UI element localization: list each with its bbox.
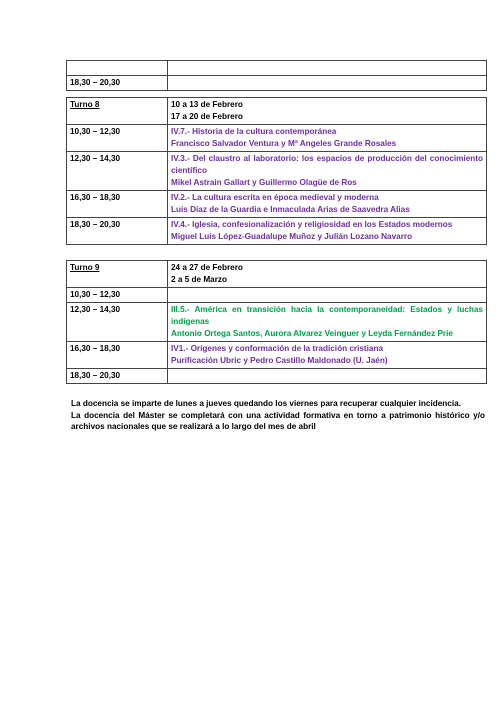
course-teachers: Francisco Salvador Ventura y Mª Angeles Grande Rosales	[171, 139, 397, 148]
course-teachers: Mikel Astrain Gallart y Guillermo Olagüe de Ros	[171, 178, 357, 187]
schedule-table-top	[66, 60, 487, 91]
time-cell	[67, 61, 168, 76]
time-cell: 18,30 – 20,30	[67, 76, 168, 91]
table-row	[67, 191, 487, 218]
table-row	[67, 125, 487, 152]
turno-dates-2: 17 a 20 de Febrero	[171, 112, 243, 121]
note-paragraph: La docencia se imparte de lunes a jueves quedando los viernes para recuperar cualquier incidencia.	[71, 399, 461, 408]
turno-dates-2: 2 a 5 de Marzo	[171, 275, 227, 284]
turno-label: Turno 8	[70, 100, 100, 109]
course-teachers: Antonio Ortega Santos, Aurora Alvarez Veinguer y Leyda Fernández Prie	[171, 329, 453, 338]
time-cell: 10,30 – 12,30	[67, 125, 168, 152]
schedule-table-turno9	[66, 260, 487, 384]
course-teachers: Purificación Ubric y Pedro Castillo Maldonado (U. Jaén)	[171, 356, 388, 365]
table-row	[67, 76, 487, 91]
time-cell: 16,30 – 18,30	[67, 191, 168, 218]
table-row	[67, 288, 487, 303]
time-cell: 18,30 – 20,30	[67, 369, 168, 384]
turno-dates-1: 24 a 27 de Febrero	[171, 263, 243, 272]
table-header-row	[67, 98, 487, 125]
content-cell	[168, 61, 487, 76]
note-paragraph: La docencia del Máster se completará con una actividad formativa en torno a patrimonio histórico y/o archivos nacionales que se realizará a lo largo del mes de abril	[71, 410, 485, 431]
course-title: III.5.- América en transición hacia la contemporaneidad: Estados y luchas indígenas	[171, 305, 483, 326]
time-cell: 16,30 – 18,30	[67, 342, 168, 369]
course-title: IV1.- Orígenes y conformación de la tradición cristiana	[171, 344, 384, 353]
notes-section	[71, 398, 485, 433]
table-row	[67, 303, 487, 342]
course-teachers: Luis Díaz de la Guardia e Inmaculada Arias de Saavedra Alias	[171, 205, 410, 214]
turno-dates-1: 10 a 13 de Febrero	[171, 100, 243, 109]
time-cell: 12,30 – 14,30	[67, 303, 168, 342]
table-row	[67, 342, 487, 369]
content-cell	[168, 369, 487, 384]
course-title: IV.4.- Iglesia, confesionalización y religiosidad en los Estados modernos	[171, 220, 453, 229]
table-row	[67, 152, 487, 191]
table-row	[67, 218, 487, 245]
time-cell: 10,30 – 12,30	[67, 288, 168, 303]
table-row	[67, 61, 487, 76]
turno-label: Turno 9	[70, 263, 100, 272]
content-cell	[168, 288, 487, 303]
schedule-table-turno8	[66, 97, 487, 245]
table-header-row	[67, 261, 487, 288]
course-title: IV.2.- La cultura escrita en época medieval y moderna	[171, 193, 379, 202]
course-title: IV.7.- Historia de la cultura contemporánea	[171, 127, 337, 136]
time-cell: 18,30 – 20,30	[67, 218, 168, 245]
table-row	[67, 369, 487, 384]
course-teachers: Miguel Luis López-Guadalupe Muñoz y Julián Lozano Navarro	[171, 232, 413, 241]
time-cell: 12,30 – 14,30	[67, 152, 168, 191]
course-title: IV.3.- Del claustro al laboratorio: los espacios de producción del conocimiento científico	[171, 154, 483, 175]
content-cell	[168, 76, 487, 91]
